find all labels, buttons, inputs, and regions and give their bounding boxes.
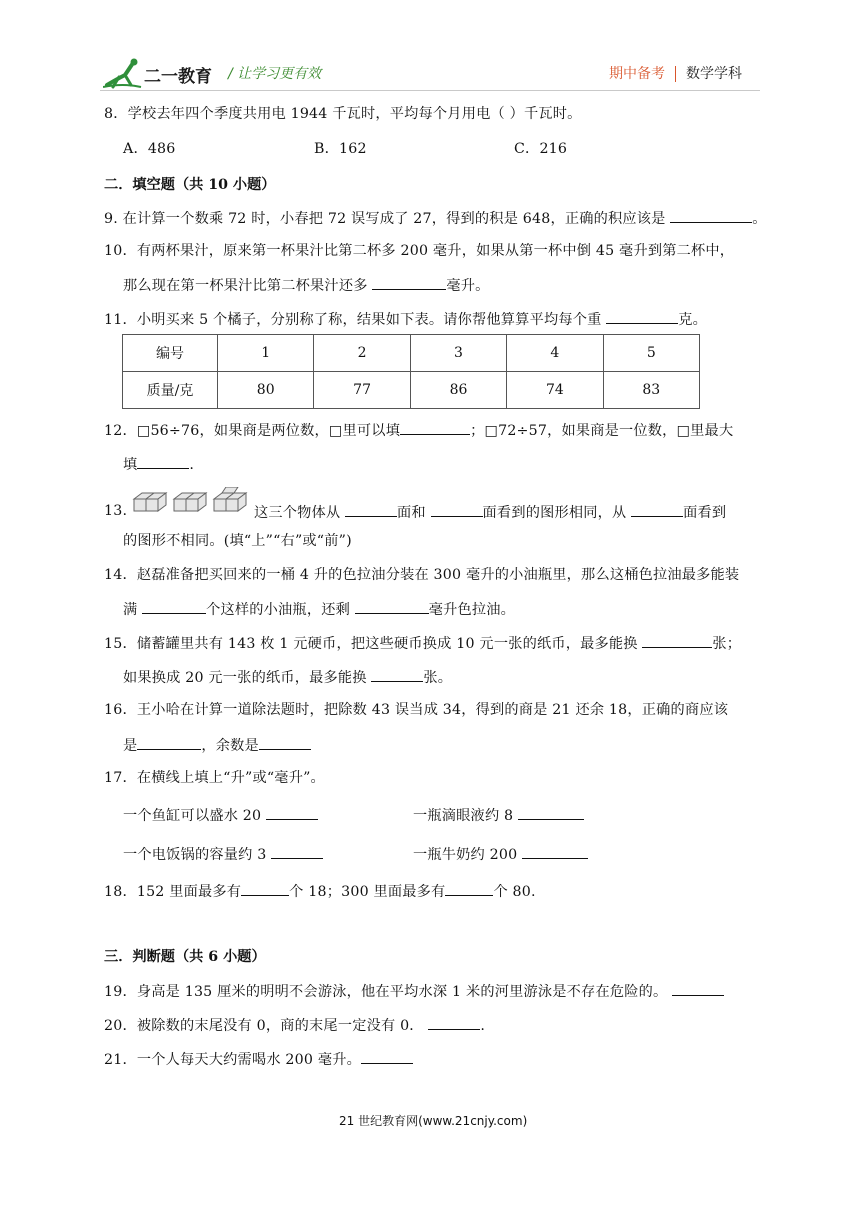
q13-answer-blank-2[interactable] xyxy=(431,501,483,517)
table-cell: 质量/克 xyxy=(123,372,218,409)
table-cell: 5 xyxy=(603,335,699,372)
q11-text: 11．小明买来 5 个橘子，分别称了称，结果如下表。请你帮他算算平均每个重 xyxy=(104,312,602,328)
q18-answer-blank-2[interactable] xyxy=(445,880,493,896)
question-13-line1 xyxy=(254,501,726,523)
q17-answer-blank-1[interactable] xyxy=(266,804,318,820)
q17-item-2-text: 一瓶滴眼液约 8 xyxy=(413,808,514,824)
q12-answer-blank-1[interactable] xyxy=(400,419,470,435)
q12-text-c: 填 xyxy=(123,457,138,473)
header-right xyxy=(609,63,742,83)
q17-answer-blank-3[interactable] xyxy=(271,843,323,859)
q13-number: 13. xyxy=(104,503,128,519)
q16-text-a: 是 xyxy=(123,738,138,754)
cube-blocks-icon xyxy=(132,487,252,515)
brand-name: 二一教育 xyxy=(144,67,212,87)
q19-answer-blank[interactable] xyxy=(672,980,724,996)
q15-text-d: 张。 xyxy=(423,670,453,686)
q16-answer-blank-1[interactable] xyxy=(137,734,201,750)
q14-answer-blank-1[interactable] xyxy=(142,598,206,614)
question-20 xyxy=(104,1014,485,1036)
section-2-heading: 二．填空题（共 10 小题） xyxy=(104,177,276,193)
q15-text-a: 15．储蓄罐里共有 143 枚 1 元硬币，把这些硬币换成 10 元一张的纸币，最多能换 xyxy=(104,636,638,652)
q15-text-c: 如果换成 20 元一张的纸币，最多能换 xyxy=(123,670,367,686)
question-10-line2 xyxy=(123,274,489,296)
q14-answer-blank-2[interactable] xyxy=(355,598,429,614)
table-row xyxy=(123,372,700,409)
question-21 xyxy=(104,1048,413,1070)
q11-unit: 克。 xyxy=(678,312,708,328)
page-footer: 21 世纪教育网(www.21cnjy.com) xyxy=(339,1114,528,1128)
question-11 xyxy=(104,308,707,330)
q14-text-a: 满 xyxy=(123,602,138,618)
table-cell: 74 xyxy=(507,372,603,409)
q15-answer-blank-2[interactable] xyxy=(371,666,423,682)
q17-item-3-text: 一个电饭锅的容量约 3 xyxy=(123,847,267,863)
question-12-line2 xyxy=(123,453,194,475)
table-cell: 80 xyxy=(218,372,314,409)
question-9 xyxy=(104,207,767,229)
table-cell: 1 xyxy=(218,335,314,372)
runner-logo-icon xyxy=(103,57,143,89)
question-14-line1: 14．赵磊准备把买回来的一桶 4 升的色拉油分装在 300 毫升的小油瓶里，那么这桶色拉油最多能装 xyxy=(104,567,740,583)
q20-answer-blank[interactable] xyxy=(428,1014,480,1030)
brand-slogan: / 让学习更有效 xyxy=(228,66,322,82)
q17-item-3 xyxy=(123,843,323,865)
header-rule xyxy=(100,90,760,91)
q11-answer-blank[interactable] xyxy=(606,308,678,324)
q10-text: 那么现在第一杯果汁比第二杯果汁还多 xyxy=(123,278,368,294)
q12-text-a: 12．□56÷76，如果商是两位数，□里可以填 xyxy=(104,423,401,439)
q13-text-c: 面看到的图形相同，从 xyxy=(482,505,627,521)
question-15-line1 xyxy=(104,632,741,654)
q9-answer-blank[interactable] xyxy=(670,207,752,223)
q19-text: 19．身高是 135 厘米的明明不会游泳，他在平均水深 1 米的河里游泳是不存在危险的。 xyxy=(104,984,668,1000)
q21-text: 21．一个人每天大约需喝水 200 毫升。 xyxy=(104,1052,361,1068)
q16-text-b: ，余数是 xyxy=(201,738,259,754)
q9-end: 。 xyxy=(752,211,767,227)
q17-item-2 xyxy=(413,804,584,826)
q15-text-b: 张； xyxy=(712,636,742,652)
q17-answer-blank-2[interactable] xyxy=(518,804,584,820)
q13-text-a: 这三个物体从 xyxy=(254,505,341,521)
question-15-line2 xyxy=(123,666,452,688)
q17-answer-blank-4[interactable] xyxy=(522,843,588,859)
q8-option-a: A．486 xyxy=(123,141,176,157)
table-cell: 2 xyxy=(314,335,410,372)
section-3-heading: 三．判断题（共 6 小题） xyxy=(104,949,266,965)
exam-label: 期中备考 xyxy=(609,66,665,82)
q17-item-1 xyxy=(123,804,318,826)
q14-text-c: 毫升色拉油。 xyxy=(428,602,516,618)
q17-item-4 xyxy=(413,843,588,865)
question-16-line1: 16．王小哈在计算一道除法题时，把除数 43 误当成 34，得到的商是 21 还余 18，正确的商应该 xyxy=(104,702,729,718)
q13-answer-blank-3[interactable] xyxy=(631,501,683,517)
q18-text-c: 个 80. xyxy=(493,884,536,900)
table-cell: 3 xyxy=(410,335,506,372)
orange-weight-table xyxy=(122,334,700,409)
question-13-line2: 的图形不相同。(填“上”“右”或“前”) xyxy=(123,533,352,549)
header-divider xyxy=(675,66,676,82)
q18-answer-blank-1[interactable] xyxy=(241,880,289,896)
question-14-line2 xyxy=(123,598,515,620)
q9-text: 9. 在计算一个数乘 72 时，小春把 72 误写成了 27，得到的积是 648，正确的积应该是 xyxy=(104,211,666,227)
q20-text: 20．被除数的末尾没有 0，商的末尾一定没有 0． xyxy=(104,1018,424,1034)
subject-label: 数学学科 xyxy=(686,66,742,82)
q8-option-c: C．216 xyxy=(514,141,568,157)
question-17-title: 17．在横线上填上“升”或“毫升”。 xyxy=(104,770,325,786)
question-16-line2 xyxy=(123,734,311,756)
q13-text-d: 面看到 xyxy=(683,505,727,521)
table-cell: 4 xyxy=(507,335,603,372)
q10-answer-blank[interactable] xyxy=(372,274,446,290)
q13-answer-blank-1[interactable] xyxy=(345,501,397,517)
question-18 xyxy=(104,880,536,902)
q12-answer-blank-2[interactable] xyxy=(137,453,189,469)
q17-item-1-text: 一个鱼缸可以盛水 20 xyxy=(123,808,262,824)
q21-answer-blank[interactable] xyxy=(361,1048,413,1064)
q17-item-4-text: 一瓶牛奶约 200 xyxy=(413,847,518,863)
q12-text-d: . xyxy=(189,457,195,473)
q20-end: . xyxy=(480,1018,486,1034)
question-19 xyxy=(104,980,724,1002)
table-header-row xyxy=(123,335,700,372)
q14-text-b: 个这样的小油瓶，还剩 xyxy=(206,602,350,618)
table-cell: 83 xyxy=(603,372,699,409)
question-8-text: 8．学校去年四个季度共用电 1944 千瓦时，平均每个月用电（ ）千瓦时。 xyxy=(104,106,582,122)
q10-unit: 毫升。 xyxy=(446,278,490,294)
question-10-line1: 10．有两杯果汁，原来第一杯果汁比第二杯多 200 毫升，如果从第一杯中倒 45 毫升到第二杯中， xyxy=(104,243,735,259)
q18-text-b: 个 18；300 里面最多有 xyxy=(289,884,446,900)
q12-text-b: ；□72÷57，如果商是一位数，□里最大 xyxy=(470,423,734,439)
question-12-line1 xyxy=(104,419,733,441)
table-cell: 86 xyxy=(410,372,506,409)
q18-text-a: 18．152 里面最多有 xyxy=(104,884,242,900)
table-cell: 77 xyxy=(314,372,410,409)
q13-text-b: 面和 xyxy=(397,505,426,521)
table-cell: 编号 xyxy=(123,335,218,372)
q16-answer-blank-2[interactable] xyxy=(259,734,311,750)
q15-answer-blank-1[interactable] xyxy=(642,632,712,648)
q8-option-b: B．162 xyxy=(314,141,367,157)
